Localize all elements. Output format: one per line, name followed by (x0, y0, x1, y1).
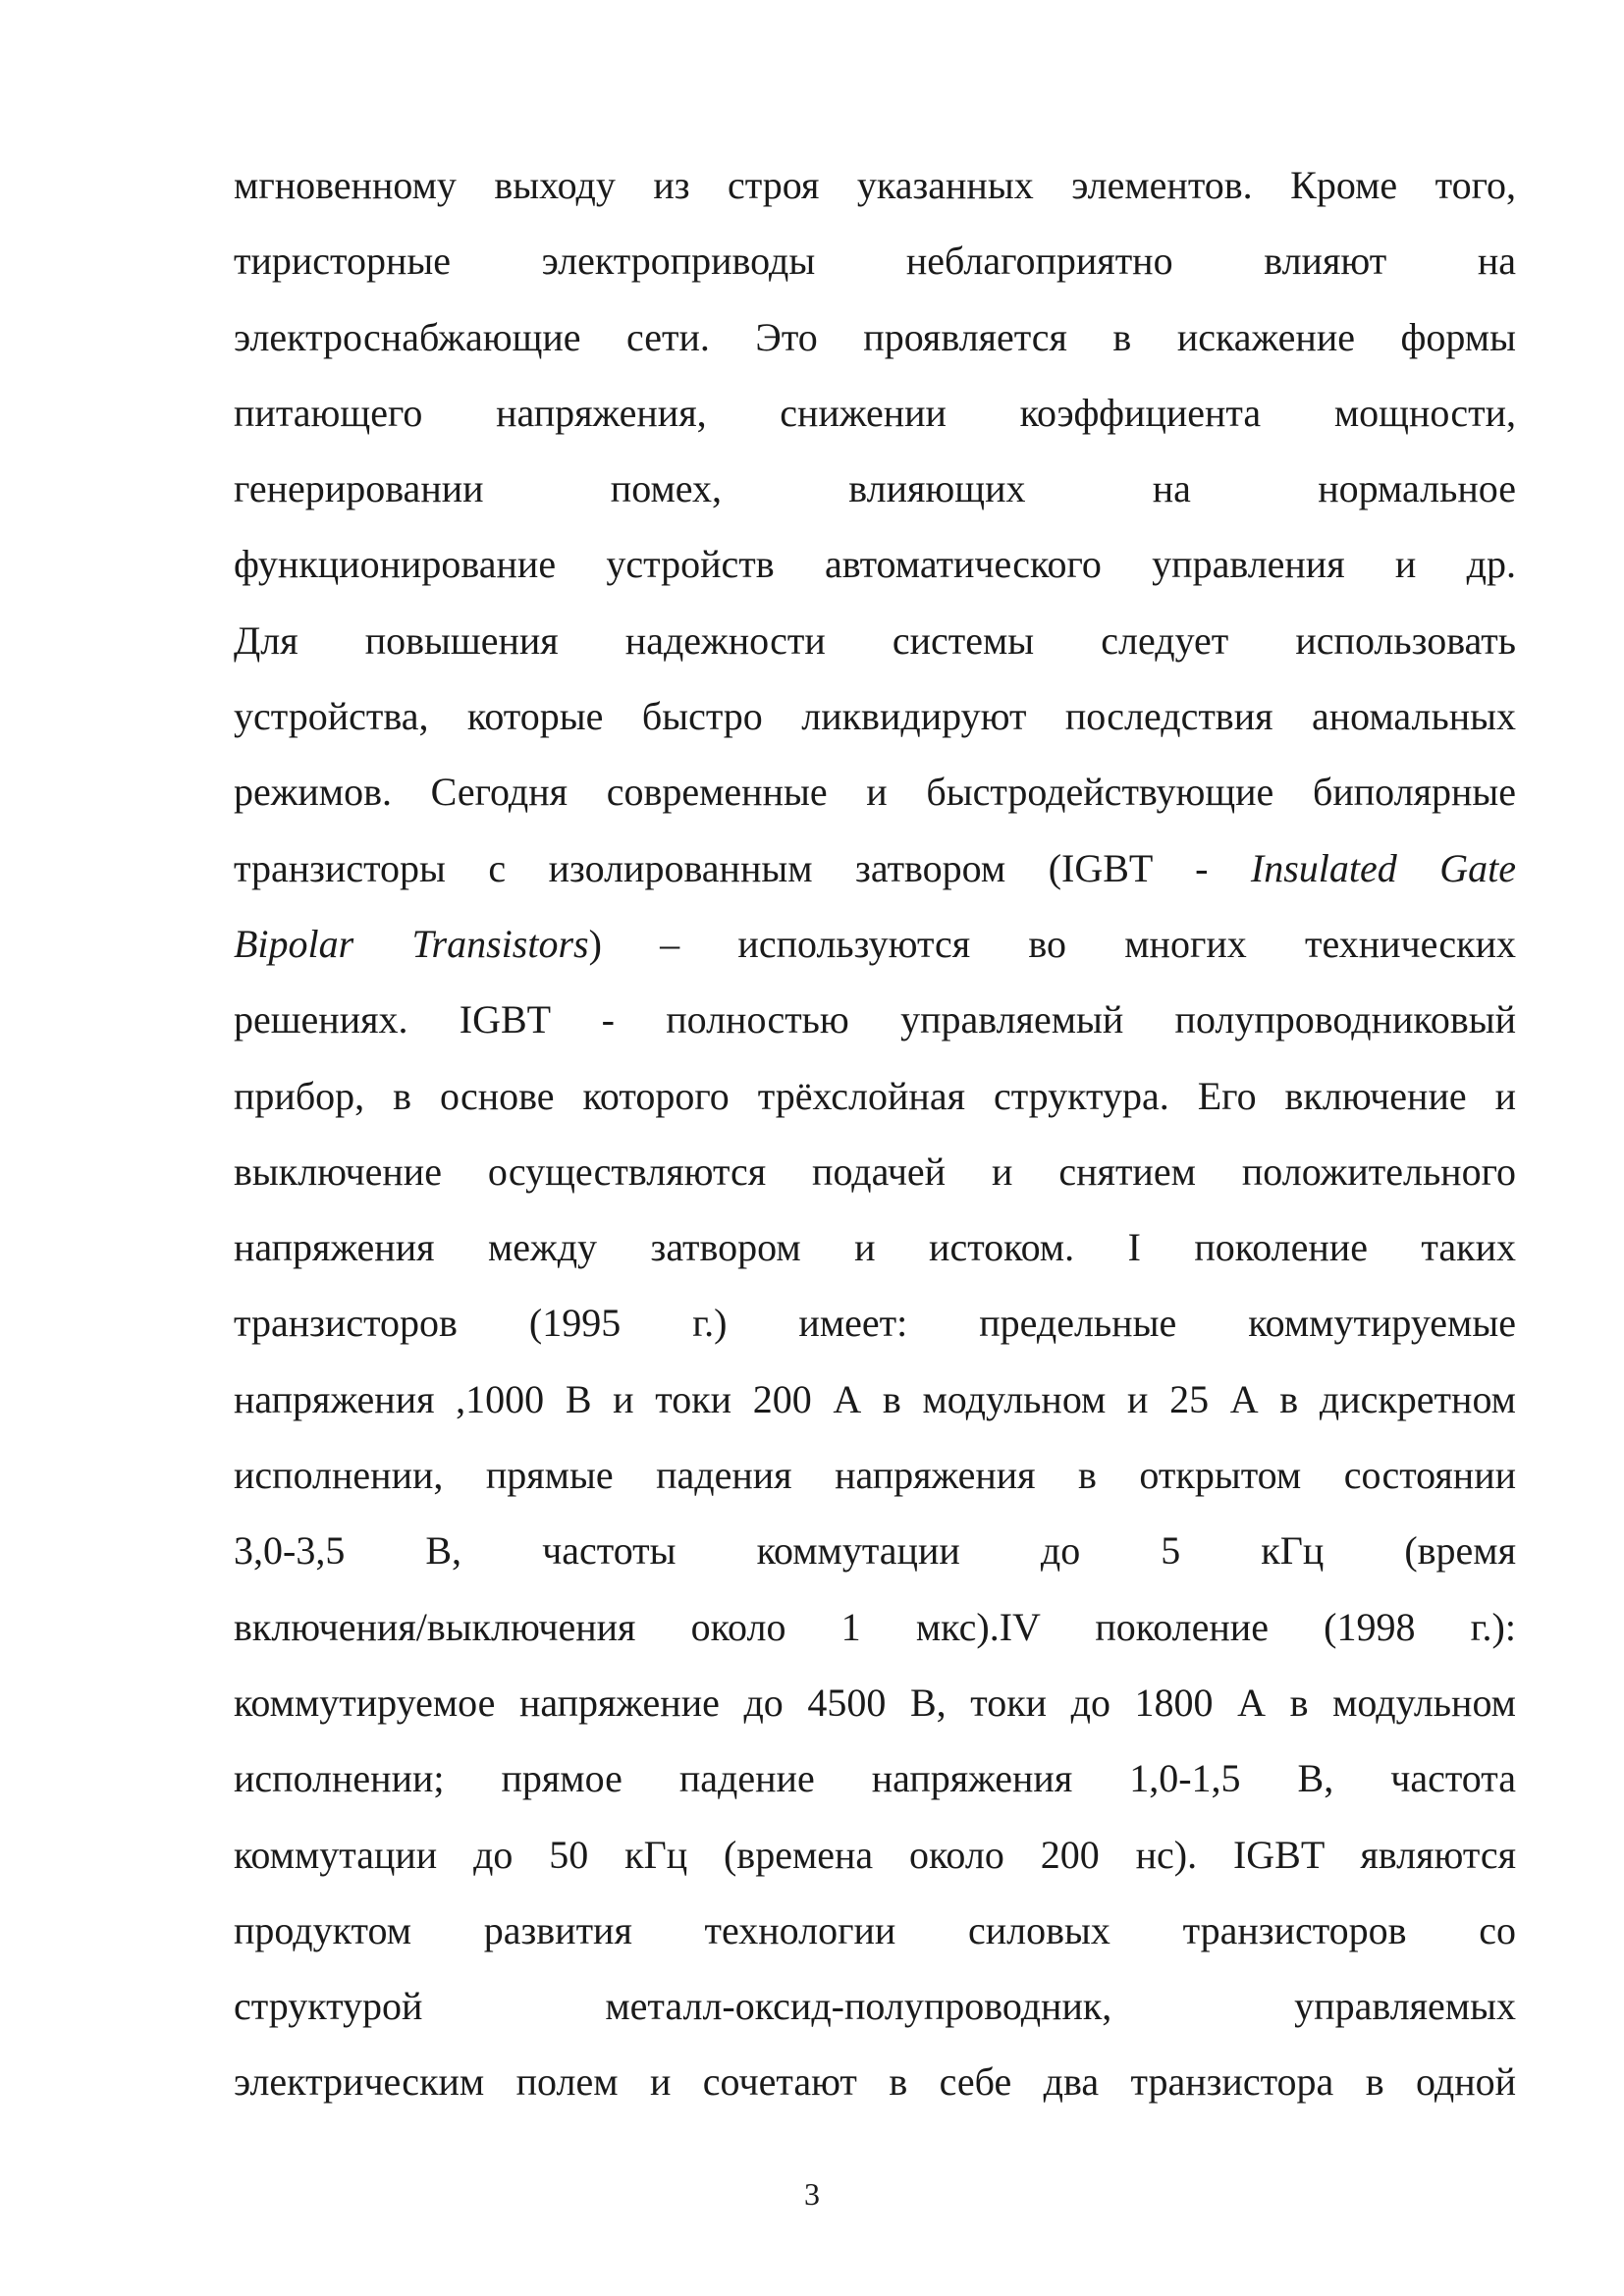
text-line: мгновенному выходу из строя указанных элементов. Кроме того, (234, 163, 1516, 207)
text-line: электрическим полем и сочетают в себе два транзистора в одной (234, 2059, 1516, 2105)
text-line: прибор, в основе которого трёхслойная структура. Его включение и (234, 1073, 1516, 1118)
text-line: устройства, которые быстро ликвидируют последствия аномальных (234, 694, 1516, 739)
text-line: генерировании помех, влияющих на нормальное (234, 466, 1516, 511)
text-line: продуктом развития технологии силовых транзисторов со (234, 1907, 1516, 1952)
text-line: выключение осуществляются подачей и снятием положительного (234, 1148, 1516, 1194)
text-line: транзисторы с изолированным затвором (IGBT - Insulated Gate (234, 845, 1517, 890)
text-line: включения/выключения около 1 мкс).IV поколение (1998 г.): (234, 1604, 1516, 1649)
text-line: питающего напряжения, снижении коэффициента мощности, (234, 390, 1516, 435)
text-line: Для повышения надежности системы следует использовать (234, 617, 1516, 663)
page-number: 3 (804, 2176, 820, 2212)
text-line: напряжения между затвором и истоком. I поколение таких (234, 1225, 1516, 1270)
text-line: тиристорные электроприводы неблагоприятно влияют на (234, 239, 1516, 284)
text-line: электроснабжающие сети. Это проявляется в искажение формы (234, 314, 1516, 359)
text-line: режимов. Сегодня современные и быстродействующие биполярные (234, 770, 1516, 815)
text-line: коммутируемое напряжение до 4500 В, токи до 1800 А в модульном (234, 1680, 1516, 1725)
text-line: коммутации до 50 кГц (времена около 200 нс). IGBT являются (234, 1832, 1516, 1877)
italic-term: Bipolar Transistors (234, 921, 589, 966)
text-line: исполнении, прямые падения напряжения в открытом состоянии (234, 1453, 1516, 1498)
text-line: функционирование устройств автоматического управления и др. (234, 542, 1516, 587)
italic-term: Insulated Gate (1250, 845, 1517, 890)
text-line: транзисторов (1995 г.) имеет: предельные коммутируемые (234, 1301, 1516, 1346)
text-line: исполнении; прямое падение напряжения 1,0-1,5 В, частота (234, 1756, 1516, 1801)
text-line: 3,0-3,5 В, частоты коммутации до 5 кГц (время (234, 1528, 1516, 1574)
text-line: Bipolar Transistors) – используются во многих технических (234, 921, 1517, 966)
text-line: решениях. IGBT - полностью управляемый полупроводниковый (234, 997, 1516, 1042)
body-text (234, 147, 1516, 2120)
text-line: напряжения ,1000 В и токи 200 А в модульном и 25 А в дискретном (234, 1376, 1516, 1421)
text-line: структурой металл-оксид-полупроводник, управляемых (234, 1984, 1516, 2029)
